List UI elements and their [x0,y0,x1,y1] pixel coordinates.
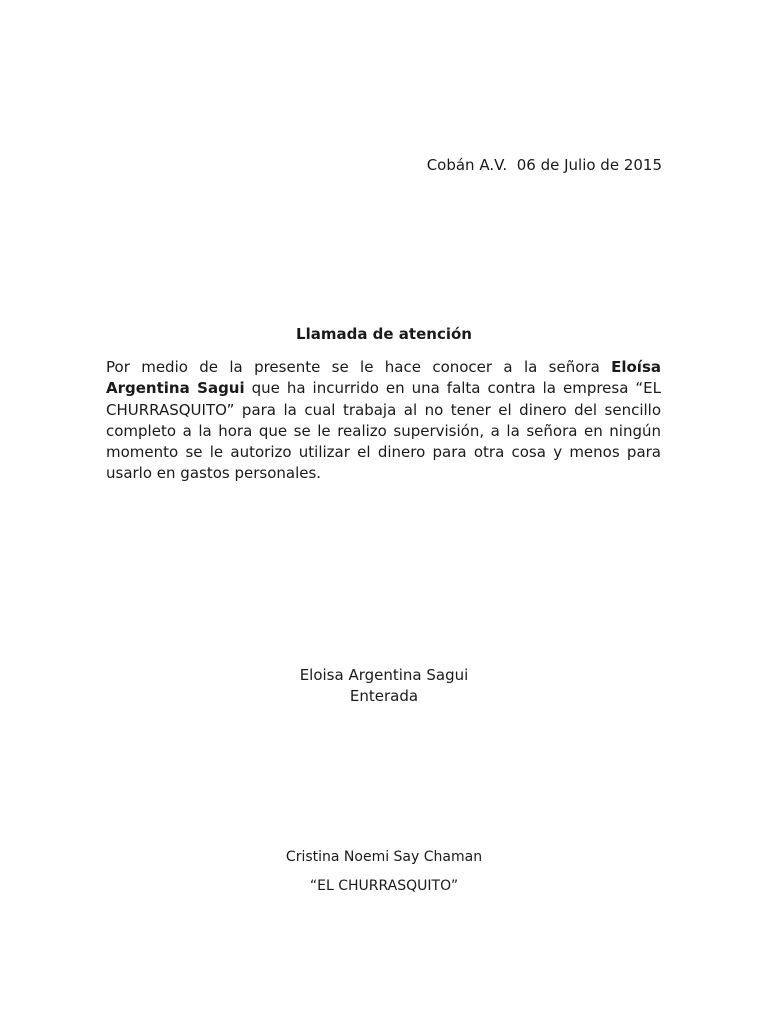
issuer-company: “EL CHURRASQUITO” [309,878,459,894]
issuer-name: Cristina Noemi Say Chaman [285,849,483,865]
body-rest: que ha incurrido en una falta contra la empresa “EL CHURRASQUITO” para la cual trabaja al no tener el dinero del sencillo completo a la hora que se le realizo supervisión, a la señora en ningún momento se le autorizo utilizar el dinero para otra cosa y menos para usarlo en gastos personales. [106,379,661,483]
body-employee-name: Eloísa Argentina Sagui [106,358,661,398]
letter-body [106,357,661,485]
body-intro: Por medio de la presente se le hace conocer a la señora [106,358,612,376]
employee-signature-block [0,665,768,707]
employee-role: Enterada [349,687,419,705]
letter-title: Llamada de atención [296,325,472,343]
letter-date: Cobán A.V. 06 de Julio de 2015 [426,156,662,174]
employee-name: Eloisa Argentina Sagui [299,666,469,684]
